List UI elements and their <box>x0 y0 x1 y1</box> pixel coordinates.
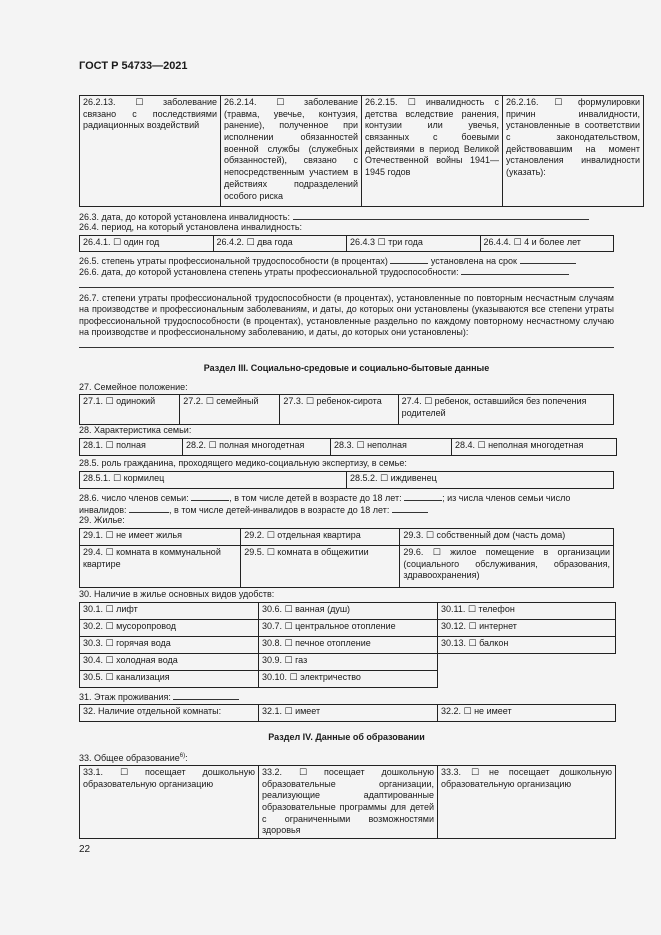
cell-30-5[interactable]: 30.5. ☐ канализация <box>80 671 259 688</box>
label-28-6-invalids: инвалидов: <box>79 505 127 515</box>
label-30: 30. Наличие в жилье основных видов удобств: <box>79 589 275 599</box>
cell-26-2-15[interactable]: 26.2.15. ☐ инвалидность с детства вследствие ранения, контузии или увечья, связанных с боевыми действиями в период Великой Отечественной войны 1941—1945 годов <box>362 96 503 207</box>
field-26-5-percent[interactable] <box>390 254 428 264</box>
cell-30-7[interactable]: 30.7. ☐ центральное отопление <box>259 620 438 637</box>
cell-30-10[interactable]: 30.10. ☐ электричество <box>259 671 438 688</box>
table-28 <box>79 438 617 456</box>
table-26-4 <box>79 235 614 252</box>
page-header: ГОСТ Р 54733—2021 <box>79 60 188 72</box>
cell-27-2[interactable]: 27.2. ☐ семейный <box>180 395 280 425</box>
cell-26-2-13[interactable]: 26.2.13. ☐ заболевание связано с последствиями радиационных воздействий <box>80 96 221 207</box>
label-26-4: 26.4. период, на который установлена инвалидность: <box>79 222 303 232</box>
cell-30-11[interactable]: 30.11. ☐ телефон <box>438 603 616 620</box>
cell-30-4[interactable]: 30.4. ☐ холодная вода <box>80 654 259 671</box>
cell-28-5-1[interactable]: 28.5.1. ☐ кормилец <box>80 472 347 489</box>
label-28-6-child-invalids: , в том числе детей-инвалидов в возрасте до 18 лет: <box>169 505 390 515</box>
field-26-5-term[interactable] <box>520 254 576 264</box>
cell-32-1[interactable]: 32.1. ☐ имеет <box>259 705 438 722</box>
label-33-colon: : <box>185 753 188 763</box>
cell-30-12[interactable]: 30.12. ☐ интернет <box>438 620 616 637</box>
table-27 <box>79 394 614 425</box>
cell-29-2[interactable]: 29.2. ☐ отдельная квартира <box>241 529 400 546</box>
cell-29-4[interactable]: 29.4. ☐ комната в коммунальной квартире <box>80 546 241 588</box>
line-31 <box>79 690 614 703</box>
label-31: 31. Этаж проживания: <box>79 692 171 702</box>
cell-29-6[interactable]: 29.6. ☐ жилое помещение в организации (социального обслуживания, образования, здравоохранения) <box>400 546 614 588</box>
page-number: 22 <box>79 844 91 855</box>
line-26-6 <box>79 265 614 278</box>
field-31[interactable] <box>173 690 239 700</box>
field-28-6-children[interactable] <box>404 491 442 501</box>
blank-line[interactable] <box>79 287 614 288</box>
cell-30-2[interactable]: 30.2. ☐ мусоропровод <box>80 620 259 637</box>
cell-28-5-2[interactable]: 28.5.2. ☐ иждивенец <box>347 472 614 489</box>
cell-30-8[interactable]: 30.8. ☐ печное отопление <box>259 637 438 654</box>
table-30 <box>79 602 616 688</box>
label-26-3: 26.3. дата, до которой установлена инвалидность: <box>79 212 290 222</box>
field-26-3[interactable] <box>293 210 589 220</box>
label-33-text: 33. Общее образование <box>79 753 180 763</box>
cell-33-1[interactable]: 33.1. ☐ посещает дошкольную образовательную организацию <box>80 766 259 839</box>
cell-33-3[interactable]: 33.3. ☐ не посещает дошкольную образовательную организацию <box>438 766 616 839</box>
label-28-6-children: , в том числе детей в возрасте до 18 лет: <box>229 493 402 503</box>
field-28-6-invalids[interactable] <box>129 503 169 513</box>
label-28-6: 28.6. число членов семьи: <box>79 493 189 503</box>
cell-26-4-2[interactable]: 26.4.2. ☐ два года <box>213 236 347 252</box>
cell-27-4[interactable]: 27.4. ☐ ребенок, оставшийся без попечения родителей <box>398 395 613 425</box>
cell-27-1[interactable]: 27.1. ☐ одинокий <box>80 395 180 425</box>
cell-27-3[interactable]: 27.3. ☐ ребенок-сирота <box>280 395 398 425</box>
cell-29-1[interactable]: 29.1. ☐ не имеет жилья <box>80 529 241 546</box>
cell-26-4-4[interactable]: 26.4.4. ☐ 4 и более лет <box>480 236 614 252</box>
cell-30-1[interactable]: 30.1. ☐ лифт <box>80 603 259 620</box>
label-28-6-disabled: ; из числа членов семьи число <box>442 493 571 503</box>
cell-30-13[interactable]: 30.13. ☐ балкон <box>438 637 616 654</box>
cell-26-4-1[interactable]: 26.4.1. ☐ один год <box>80 236 214 252</box>
field-26-6[interactable] <box>461 265 569 275</box>
section-3-title: Раздел III. Социально-средовые и социально-бытовые данные <box>203 363 490 373</box>
label-26-6: 26.6. дата, до которой установлена степень утраты профессиональной трудоспособности: <box>79 267 459 277</box>
cell-28-3[interactable]: 28.3. ☐ неполная <box>331 439 452 456</box>
table-28-5 <box>79 471 614 489</box>
cell-26-2-14[interactable]: 26.2.14. ☐ заболевание (травма, увечье, контузия, ранение), полученное при исполнении обязанностей военной службы (служебных обязанностей), связано с непосредственным участием в действиях подразделений особого риска <box>221 96 362 207</box>
cell-30-3[interactable]: 30.3. ☐ горячая вода <box>80 637 259 654</box>
label-29: 29. Жилье: <box>79 515 125 525</box>
field-28-6-members[interactable] <box>191 491 229 501</box>
label-28: 28. Характеристика семьи: <box>79 425 192 435</box>
label-28-5: 28.5. роль гражданина, проходящего медико-социальную экспертизу, в семье: <box>79 458 407 468</box>
table-33 <box>79 765 616 839</box>
cell-26-4-3[interactable]: 26.4.3 ☐ три года <box>347 236 481 252</box>
blank-line[interactable] <box>79 347 614 348</box>
cell-26-2-16[interactable]: 26.2.16. ☐ формулировки причин инвалидности, установленные в соответствии с законодательством, действовавшим на момент установления инвалидности (указать): <box>503 96 644 207</box>
cell-30-6[interactable]: 30.6. ☐ ванная (душ) <box>259 603 438 620</box>
empty-cell <box>438 671 616 688</box>
footnote-ref: 6) <box>179 753 186 759</box>
label-33 <box>79 751 614 764</box>
field-28-6-child-invalids[interactable] <box>392 503 428 513</box>
cell-29-3[interactable]: 29.3. ☐ собственный дом (часть дома) <box>400 529 614 546</box>
label-26-5: 26.5. степень утраты профессиональной трудоспособности (в процентах) <box>79 256 388 266</box>
empty-cell <box>438 654 616 671</box>
cell-28-1[interactable]: 28.1. ☐ полная <box>80 439 183 456</box>
cell-32-2[interactable]: 32.2. ☐ не имеет <box>438 705 616 722</box>
table-32 <box>79 704 616 722</box>
para-26-7: 26.7. степени утраты профессиональной трудоспособности (в процентах), установленные по повторным несчастным случаям на производстве и профессиональным заболеваниям, и даты, до которых они установлены (указываются все степени утраты профессиональной трудоспособности (в процентах), установленные раздельно по каждому повторному несчастному случаю на производстве и профессиональному заболеванию, и даты, до которых они установлены): <box>79 293 614 337</box>
table-29 <box>79 528 614 588</box>
cell-28-4[interactable]: 28.4. ☐ неполная многодетная <box>452 439 617 456</box>
cell-29-5[interactable]: 29.5. ☐ комната в общежитии <box>241 546 400 588</box>
label-27: 27. Семейное положение: <box>79 382 188 392</box>
cell-33-2[interactable]: 33.2. ☐ посещает дошкольную образовательные организации, реализующие адаптированные образовательные программы для детей с ограниченными возможностями здоровья <box>259 766 438 839</box>
cell-30-9[interactable]: 30.9. ☐ газ <box>259 654 438 671</box>
cell-28-2[interactable]: 28.2. ☐ полная многодетная <box>183 439 331 456</box>
section-4-title: Раздел IV. Данные об образовании <box>268 732 425 742</box>
cell-32-label: 32. Наличие отдельной комнаты: <box>80 705 259 722</box>
table-26-2 <box>79 95 644 207</box>
label-26-5-term: установлена на срок <box>430 256 517 266</box>
